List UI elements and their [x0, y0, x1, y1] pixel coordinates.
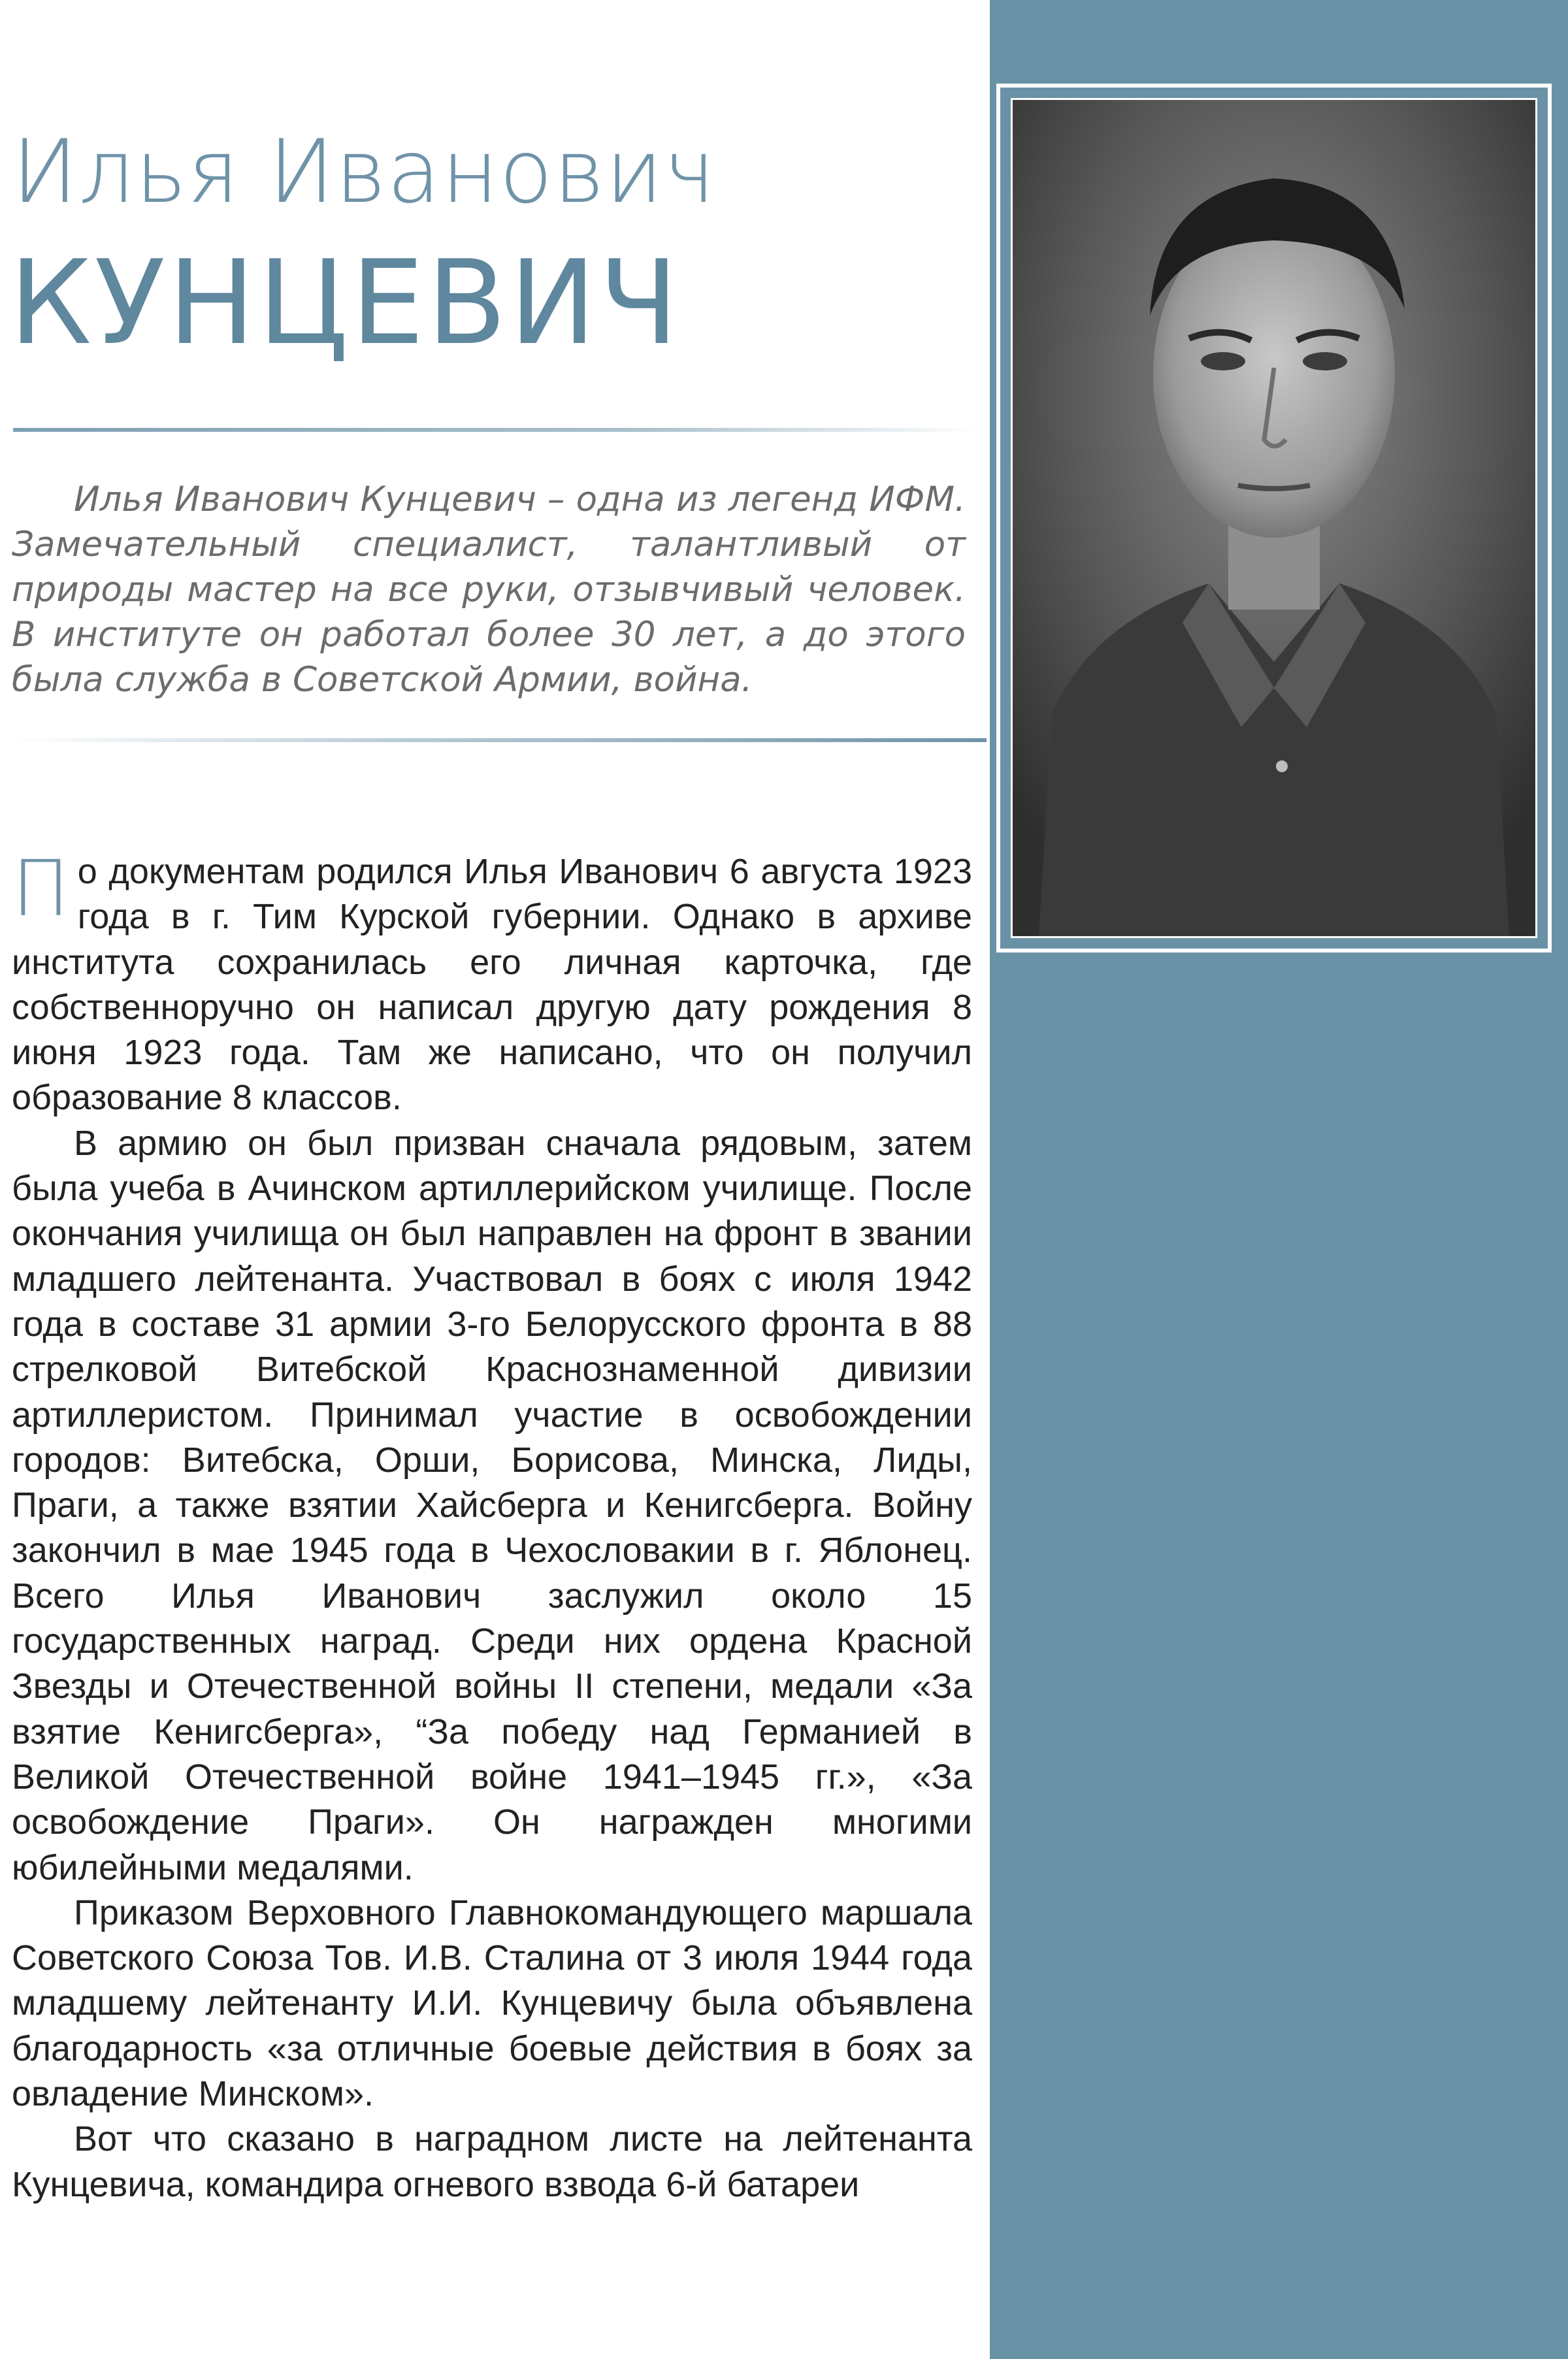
article-body: [12, 843, 972, 2207]
paragraph-1-text: о документам родился Илья Иванович 6 августа 1923 года в г. Тим Курской губернии. Однако в архиве института сохранилась его личная карточка, где собственноручно он написал другую дату рождения 8 июня 1923 года. Там же написано, что он получил образование 8 классов.: [12, 852, 972, 1118]
title-surname: КУНЦЕВИЧ: [9, 235, 681, 370]
portrait-photo: [1011, 98, 1537, 938]
divider-top: [13, 428, 980, 432]
title-first-names: Илья Иванович: [12, 121, 716, 223]
lead-paragraph: Илья Иванович Кунцевич – одна из легенд ИФМ. Замечательный специалист, талантливый от природы мастер на все руки, отзывчивый человек. В институте он работал более 30 лет, а до этого была служба в Советской Армии, война.: [12, 480, 966, 700]
divider-bottom: [13, 738, 987, 742]
portrait-frame: [996, 84, 1552, 952]
portrait-illustration: [1013, 100, 1535, 936]
drop-cap: П: [12, 843, 70, 934]
paragraph-2: В армию он был призван сначала рядовым, затем была учеба в Ачинском артиллерийском училище. После окончания училища он был направлен на фронт в звании младшего лейтенанта. Участвовал в боях с июля 1942 года в составе 31 армии 3-го Белорусского фронта в 88 стрелковой Витебской Краснознаменной дивизии артиллеристом. Принимал участие в освобождении городов: Витебска, Орши, Борисова, Минска, Лиды, Праги, а также взятии Хайсберга и Кенигсберга. Войну закончил в мае 1945 года в Чехословакии в г. Яблонец. Всего Илья Иванович заслужил около 15 государственных наград. Среди них ордена Красной Звезды и Отечественной войны II степени, медали «За взятие Кенигсберга», “За победу над Германией в Великой Отечественной войне 1941–1945 гг.», «За освобождение Праги». Он награжден многими юбилейными медалями.: [12, 1123, 972, 1887]
paragraph-4: Вот что сказано в наградном листе на лейтенанта Кунцевича, командира огневого взвода 6-й батареи: [12, 2119, 972, 2204]
paragraph-1: [12, 843, 972, 1121]
paragraph-3: Приказом Верховного Главнокомандующего маршала Советского Союза Тов. И.В. Сталина от 3 июля 1944 года младшему лейтенанту И.И. Кунцевичу была объявлена благодарность «за отличные боевые действия в боях за овладение Минском».: [12, 1893, 972, 2114]
